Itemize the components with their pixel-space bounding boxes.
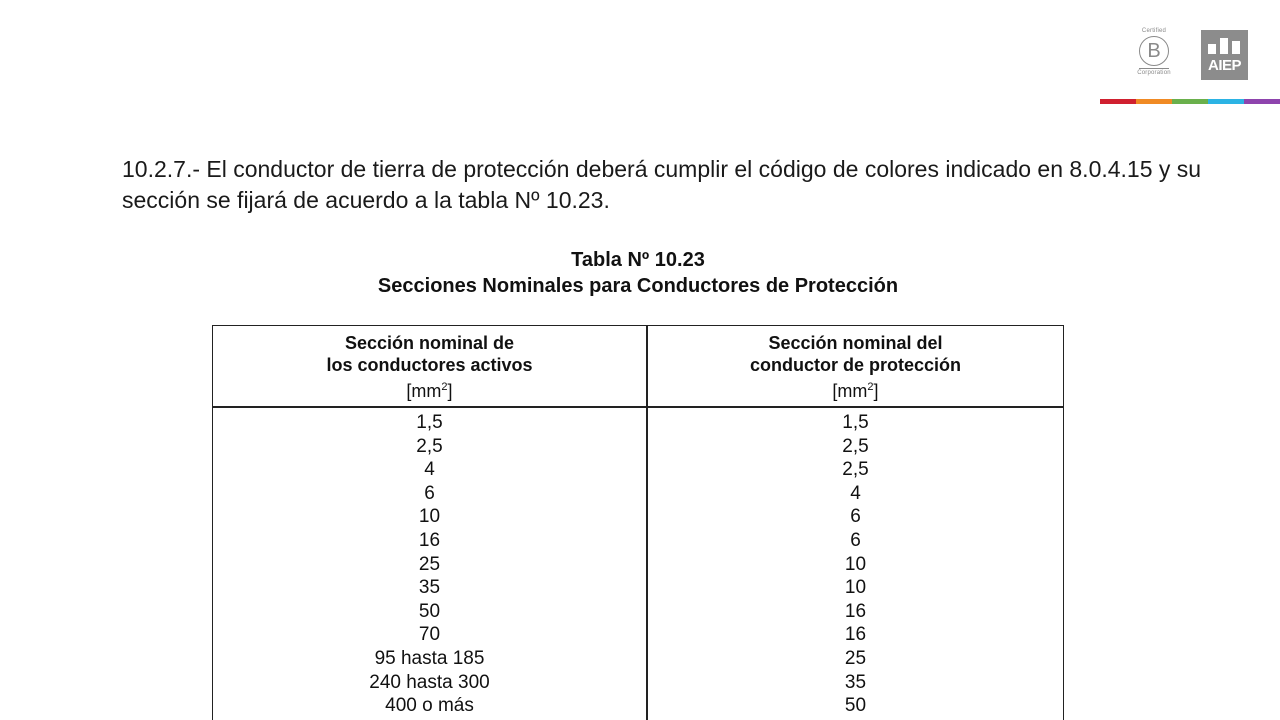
table-cell-protection: 4 [850, 482, 861, 504]
table-cell-protection: 35 [844, 671, 867, 693]
table-cell-active: 2,5 [416, 435, 443, 457]
table-cell-active: 4 [424, 459, 435, 481]
color-strip-segment [1208, 99, 1244, 104]
b-corp-circle-icon [1139, 36, 1169, 66]
b-corp-logo [1134, 28, 1174, 82]
table-subtitle: Secciones Nominales para Conductores de Protección [377, 275, 899, 297]
aiep-logo-text: AIEP [1207, 57, 1241, 74]
header-protection-conductor [648, 332, 1063, 402]
aiep-buildings-icon [1208, 38, 1241, 54]
b-corp-top-text: Certified [1141, 28, 1167, 34]
table-cell-active: 70 [418, 624, 441, 646]
table-cell-protection: 10 [844, 553, 867, 575]
table-cell-active: 240 hasta 300 [369, 671, 490, 693]
table-cell-active: 35 [418, 577, 441, 599]
b-corp-letter: B [1147, 40, 1161, 62]
table-cell-active: 400 o más [385, 695, 474, 717]
table-cell-active: 1,5 [416, 412, 443, 433]
header-protection-line2: conductor de protección [749, 355, 962, 375]
color-strip-segment [1172, 99, 1208, 104]
header-protection-unit: $[mm^2]$ [832, 381, 879, 401]
color-strip-segment [1100, 99, 1136, 104]
table-cell-active: 16 [418, 529, 441, 551]
table-cell-protection: 16 [844, 624, 867, 646]
table-cell-active: 50 [418, 600, 441, 622]
table-cell-protection: 6 [850, 506, 861, 528]
color-strip [1100, 99, 1280, 104]
table-cell-protection: 2,5 [842, 435, 869, 457]
table-cell-active: 25 [418, 553, 441, 575]
header-rule [213, 406, 1063, 408]
table-cell-protection: 1,5 [842, 412, 869, 433]
header-protection-line1: Sección nominal del [768, 333, 943, 353]
intro-paragraph: 10.2.7.- El conductor de tierra de protección deberá cumplir el código de colores indicado en 8.0.4.15 y su sección se fijará de acuerdo a la tabla Nº 10.23. [122, 156, 1202, 213]
b-corp-rule [1139, 68, 1169, 69]
table-cell-protection: 50 [844, 695, 867, 717]
table-cell-protection: 10 [844, 577, 867, 599]
header-active-line1: Sección nominal de [344, 333, 515, 353]
table-cell-protection: 6 [850, 529, 861, 551]
color-strip-segment [1136, 99, 1172, 104]
table-cell-protection: 2,5 [842, 459, 869, 481]
b-corp-bottom-text: Corporation [1137, 70, 1171, 76]
header-active-unit: $[mm^2]$ [406, 381, 453, 401]
aiep-logo [1201, 30, 1248, 80]
table-cell-protection: 25 [844, 647, 867, 669]
header-active-conductors [213, 332, 646, 402]
table-title: Tabla Nº 10.23 [571, 249, 705, 271]
protection-values-column [648, 411, 1063, 718]
table-cell-active: 95 hasta 185 [374, 647, 485, 669]
table-cell-active: 6 [424, 482, 435, 504]
table-cell-protection: 16 [844, 600, 867, 622]
header-active-line2: los conductores activos [326, 355, 533, 375]
table-cell-active: 10 [418, 506, 441, 528]
sections-table [212, 325, 1064, 720]
active-values-column [213, 411, 646, 718]
color-strip-segment [1244, 99, 1280, 104]
